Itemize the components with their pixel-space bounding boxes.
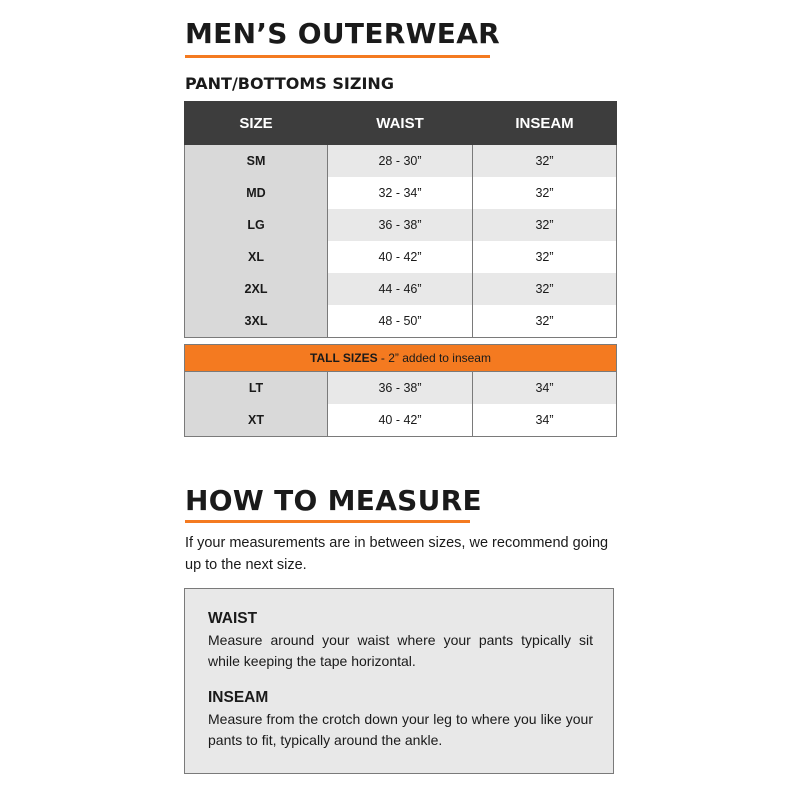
size-cell: XT <box>185 404 328 437</box>
table-row <box>185 372 617 405</box>
inseam-cell: 34” <box>473 372 617 405</box>
column-header-waist: WAIST <box>328 102 473 145</box>
table-row <box>185 241 617 273</box>
table-spacer <box>185 338 617 345</box>
table-row <box>185 404 617 437</box>
tall-sizes-banner <box>185 345 617 372</box>
waist-cell: 28 - 30” <box>328 145 473 178</box>
tall-sizes-banner-cell <box>185 345 617 372</box>
table-header-row <box>185 102 617 145</box>
size-cell: XL <box>185 241 328 273</box>
waist-cell: 40 - 42” <box>328 404 473 437</box>
waist-cell: 36 - 38” <box>328 209 473 241</box>
waist-description: Measure around your waist where your pants typically sit while keeping the tape horizontal. <box>208 632 593 669</box>
tall-sizes-label: TALL SIZES <box>310 351 378 365</box>
inseam-cell: 32” <box>473 305 617 338</box>
inseam-cell: 32” <box>473 209 617 241</box>
waist-cell: 36 - 38” <box>328 372 473 405</box>
column-header-size: SIZE <box>185 102 328 145</box>
sizing-table <box>184 101 617 437</box>
waist-label: WAIST <box>208 610 258 627</box>
measure-intro-text: If your measurements are in between sizes, we recommend going up to the next size. <box>185 535 609 573</box>
section-subtitle: PANT/BOTTOMS SIZING <box>185 74 394 93</box>
waist-cell: 32 - 34” <box>328 177 473 209</box>
page-title: MEN’S OUTERWEAR <box>185 17 501 50</box>
table-row <box>185 273 617 305</box>
table-row <box>185 145 617 178</box>
waist-cell: 44 - 46” <box>328 273 473 305</box>
size-cell: LT <box>185 372 328 405</box>
inseam-cell: 32” <box>473 145 617 178</box>
inseam-description: Measure from the crotch down your leg to where you like your pants to fit, typically around the ankle. <box>208 711 593 748</box>
title-underline <box>185 55 490 58</box>
inseam-cell: 32” <box>473 273 617 305</box>
size-cell: 3XL <box>185 305 328 338</box>
inseam-label: INSEAM <box>208 689 269 706</box>
tall-sizes-note: - 2” added to inseam <box>377 351 491 365</box>
table-row <box>185 305 617 338</box>
size-cell: LG <box>185 209 328 241</box>
size-cell: 2XL <box>185 273 328 305</box>
size-cell: MD <box>185 177 328 209</box>
how-to-measure-title: HOW TO MEASURE <box>185 484 482 517</box>
inseam-cell: 34” <box>473 404 617 437</box>
column-header-inseam: INSEAM <box>473 102 617 145</box>
measure-instructions-box <box>184 588 614 774</box>
inseam-cell: 32” <box>473 241 617 273</box>
size-cell: SM <box>185 145 328 178</box>
waist-cell: 48 - 50” <box>328 305 473 338</box>
table-row <box>185 177 617 209</box>
how-to-measure-underline <box>185 520 470 523</box>
table-row <box>185 209 617 241</box>
waist-cell: 40 - 42” <box>328 241 473 273</box>
inseam-cell: 32” <box>473 177 617 209</box>
